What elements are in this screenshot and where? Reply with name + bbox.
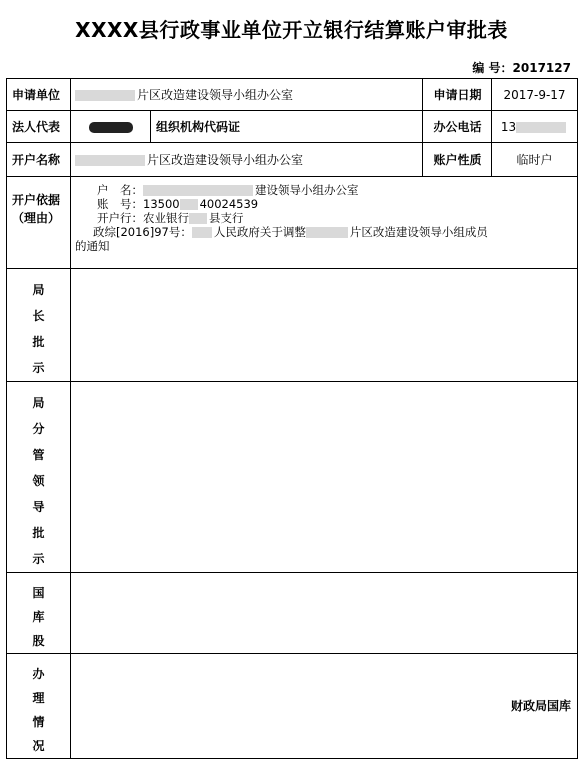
office-phone-label: 办公电话 — [423, 111, 492, 143]
director-approval-area[interactable] — [71, 269, 578, 382]
reason-account-name: 户 名： 建设领导小组办公室 — [97, 183, 359, 197]
row-director-approval — [7, 269, 578, 382]
row-account-name — [7, 143, 578, 177]
handling-area[interactable] — [71, 654, 578, 759]
row-reason — [7, 177, 578, 269]
applicant-value: 片区改造建设领导小组办公室 — [71, 79, 423, 111]
reason-account-number: 账 号：13500 40024539 — [97, 197, 259, 211]
footer-department: 财政局国库 — [510, 699, 571, 713]
reason-document: 政综[2016]97号： 人民政府关于调整 片区改造建设领导小组成员 — [93, 225, 488, 239]
deputy-approval-area[interactable] — [71, 382, 578, 573]
reason-content — [71, 177, 578, 269]
row-applicant — [7, 79, 578, 111]
account-name-value: 片区改造建设领导小组办公室 — [71, 143, 423, 177]
director-approval-label: 局 长 批 示 — [7, 269, 71, 382]
redacted-phone — [516, 122, 566, 133]
row-handling — [7, 654, 578, 759]
date-value: 2017-9-17 — [492, 79, 578, 111]
org-code-label: 组织机构代码证 — [151, 111, 423, 143]
redacted-text — [75, 90, 135, 101]
applicant-label: 申请单位 — [7, 79, 71, 111]
approval-form-table — [6, 78, 578, 759]
handling-label: 办 理 情 况 — [7, 654, 71, 759]
account-type-label: 账户性质 — [423, 143, 492, 177]
treasury-area[interactable] — [71, 573, 578, 654]
legal-rep-label: 法人代表 — [7, 111, 71, 143]
redacted-text — [189, 213, 207, 224]
office-phone-value: 13 — [492, 111, 578, 143]
row-deputy-approval — [7, 382, 578, 573]
redacted-digits — [180, 199, 198, 210]
page-title: XXXX县行政事业单位开立银行结算账户审批表 — [75, 18, 508, 42]
redacted-text — [143, 185, 253, 196]
deputy-approval-label: 局 分 管 领 导 批 示 — [7, 382, 71, 573]
reason-notice: 的通知 — [75, 239, 110, 253]
reason-bank: 开户行：农业银行 县支行 — [97, 211, 244, 225]
row-treasury — [7, 573, 578, 654]
redacted-text — [192, 227, 212, 238]
account-type-value: 临时户 — [492, 143, 578, 177]
redacted-text — [306, 227, 348, 238]
treasury-label: 国 库 股 — [7, 573, 71, 654]
redacted-text — [75, 155, 145, 166]
date-label: 申请日期 — [423, 79, 492, 111]
account-name-label: 开户名称 — [7, 143, 71, 177]
document-number: 编 号：2017127 — [472, 61, 571, 75]
row-legal-rep — [7, 111, 578, 143]
legal-rep-value — [71, 111, 151, 143]
reason-label: 开户依据 （理由） — [7, 177, 71, 269]
redacted-name — [89, 122, 133, 133]
